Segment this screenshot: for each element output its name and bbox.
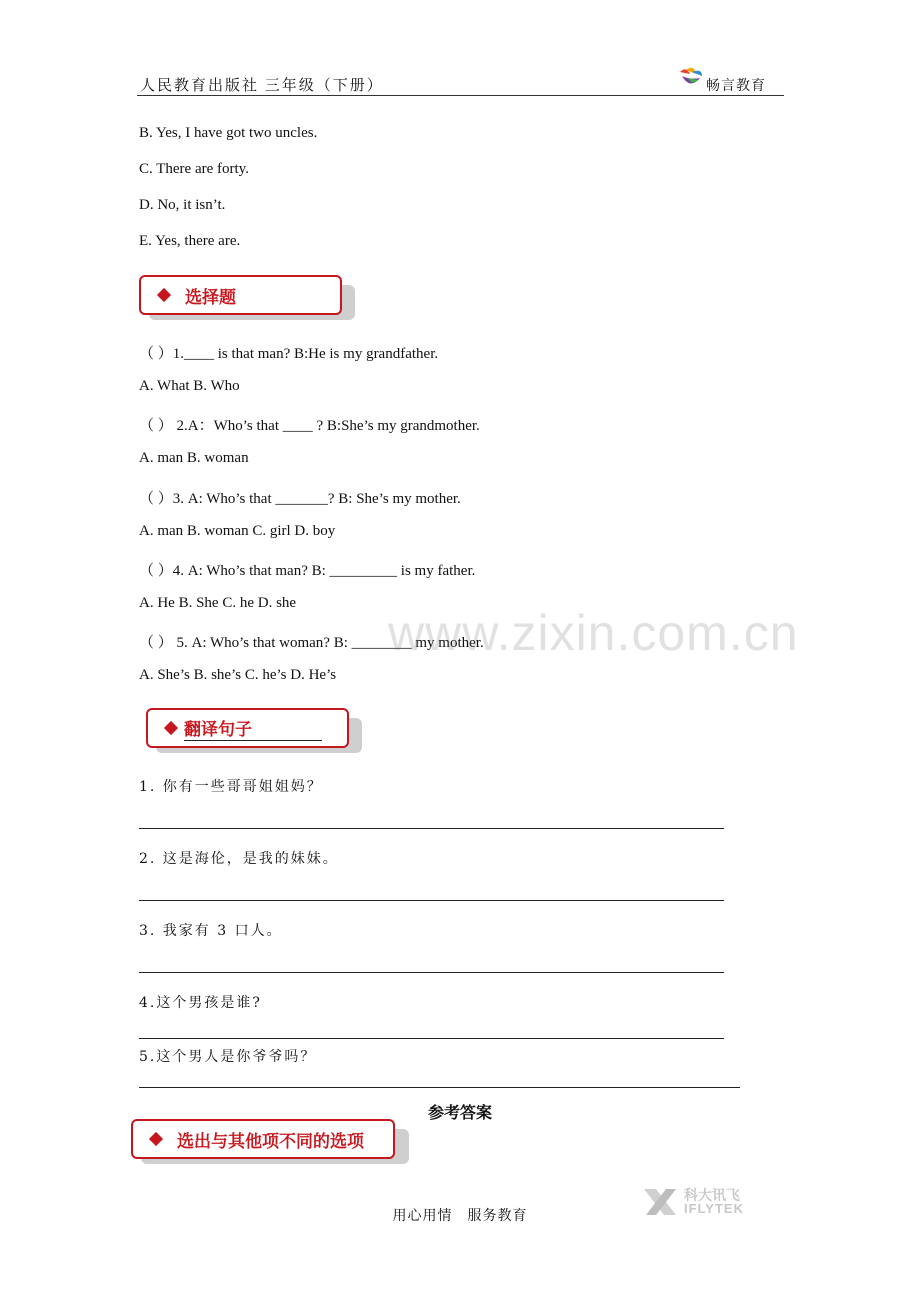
translation-prompt: 3. 我家有 3 口人。 (139, 923, 283, 939)
section-title: 选出与其他项不同的选项 (177, 1131, 364, 1152)
colorful-bird-logo-icon (676, 64, 706, 90)
translation-prompt: 5.这个男人是你爷爷吗？ (139, 1049, 317, 1065)
section-header-translate (146, 708, 366, 750)
question-stem: （ ）1.____ is that man? B:He is my grandfather. (139, 346, 439, 362)
answer-line (139, 900, 724, 901)
logo-text-cn: 科大讯飞 (684, 1188, 740, 1204)
option-line: D. No, it isn’t. (139, 197, 226, 213)
answer-line (139, 828, 724, 829)
section-title: 翻译句子 (184, 715, 322, 741)
iflytek-x-logo-icon (640, 1185, 680, 1219)
header-brand: 畅言教育 (706, 79, 766, 94)
iflytek-logo (640, 1185, 750, 1219)
question-stem: （ ）4. A: Who’s that man? B: _________ is my father. (139, 563, 476, 579)
section-header-odd-one-out (131, 1119, 411, 1161)
option-line: E. Yes, there are. (139, 233, 241, 249)
question-options: A. man B. woman C. girl D. boy (139, 523, 336, 539)
answer-line (139, 972, 724, 973)
question-options: A. man B. woman (139, 450, 249, 466)
question-options: A. He B. She C. he D. she (139, 595, 297, 611)
diamond-bullet-icon (164, 721, 178, 735)
header-divider (137, 95, 784, 96)
option-line: C. There are forty. (139, 161, 249, 177)
logo-text-en: IFLYTEK (684, 1201, 744, 1216)
section-header-choice (139, 275, 359, 317)
question-options: A. She’s B. she’s C. he’s D. He’s (139, 667, 337, 683)
question-stem: （ ）3. A: Who’s that _______? B: She’s my mother. (139, 491, 461, 507)
header-publisher: 人民教育出版社 三年级（下册） (140, 78, 384, 94)
section-title: 选择题 (185, 287, 236, 308)
translation-prompt: 4.这个男孩是谁? (139, 995, 262, 1011)
question-stem: （ ） 2.A：Who’s that ____ ? B:She’s my grandmother. (139, 418, 480, 434)
answer-line (139, 1038, 724, 1039)
translation-prompt: 1. 你有一些哥哥姐姐妈？ (139, 779, 323, 795)
diamond-bullet-icon (157, 288, 171, 302)
answer-line (139, 1087, 740, 1088)
option-line: B. Yes, I have got two uncles. (139, 125, 318, 141)
watermark: www.zixin.com.cn (388, 605, 799, 661)
diamond-bullet-icon (149, 1132, 163, 1146)
footer-slogan: 用心用情 服务教育 (392, 1208, 528, 1224)
question-options: A. What B. Who (139, 378, 240, 394)
reference-answers-title: 参考答案 (427, 1103, 492, 1122)
question-stem: （ ） 5. A: Who’s that woman? B: ________ my mother. (139, 635, 484, 651)
translation-prompt: 2. 这是海伦，是我的妹妹。 (139, 851, 339, 867)
